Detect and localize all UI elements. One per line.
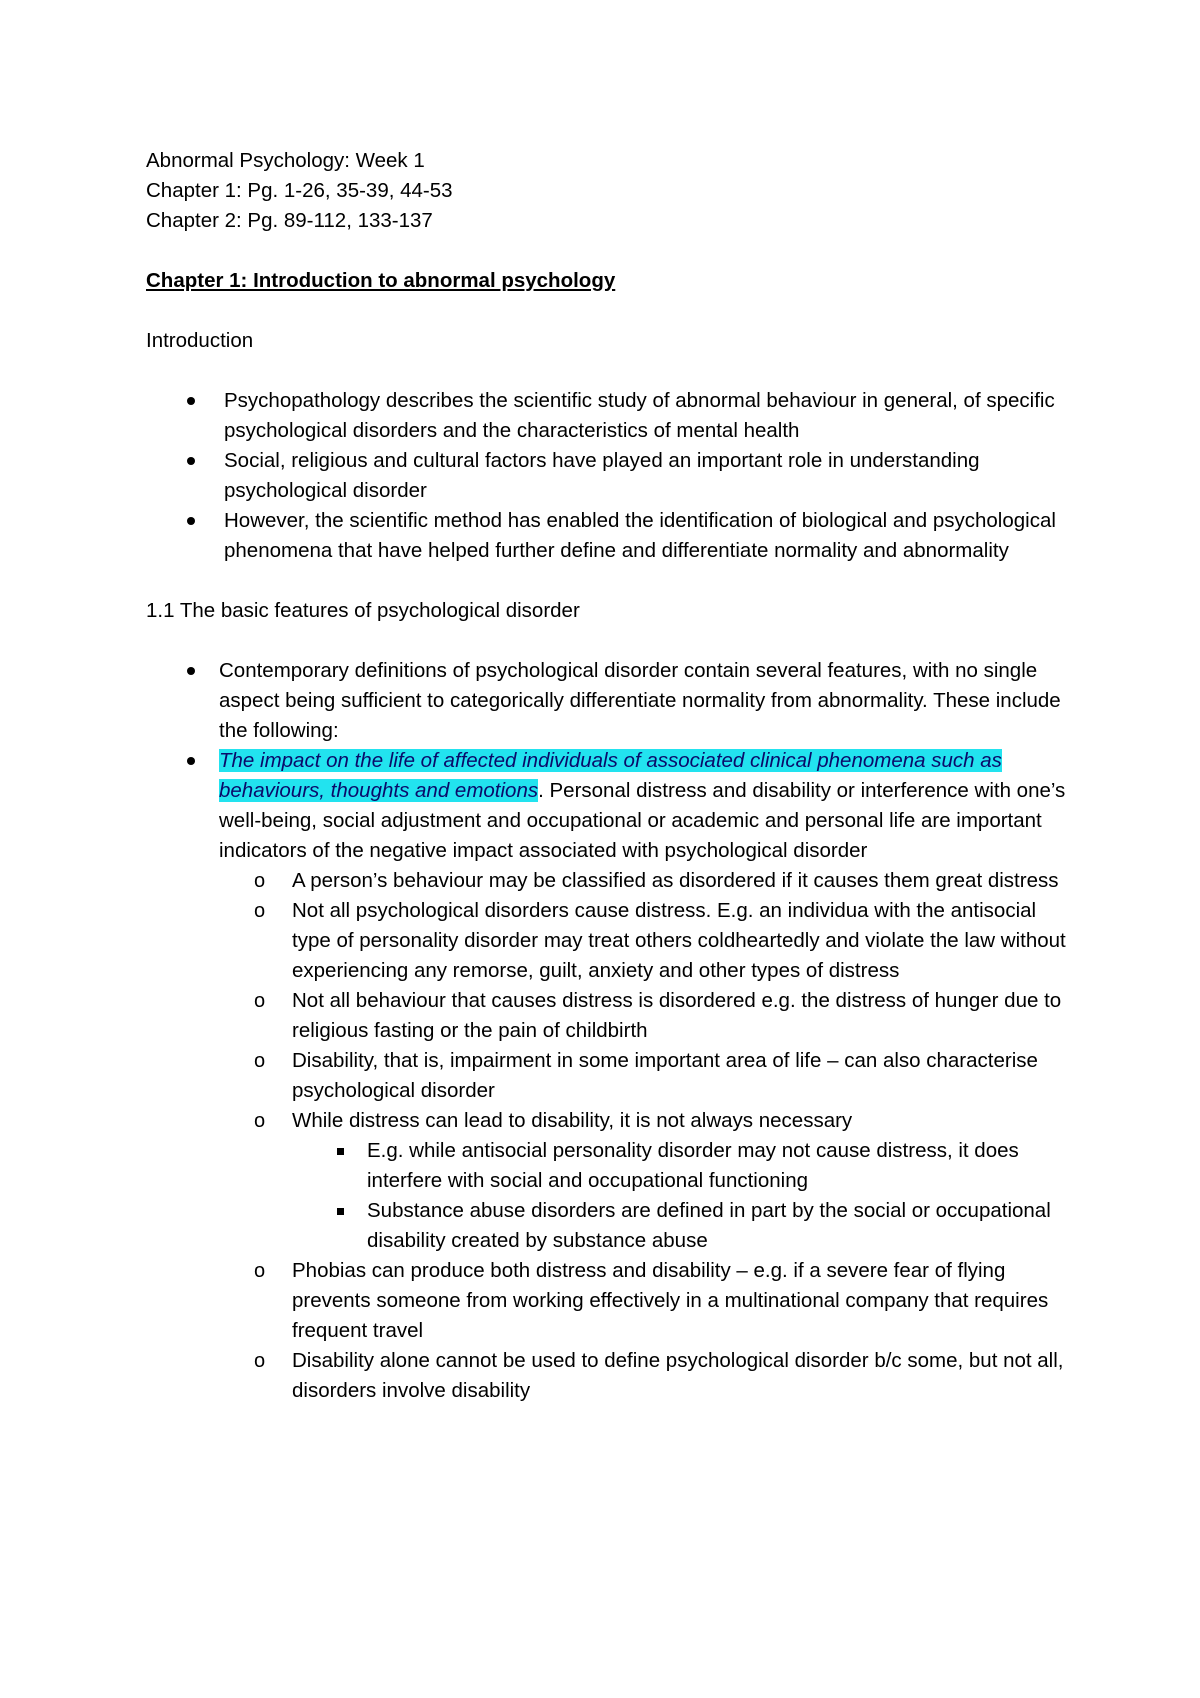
bullet-icon — [187, 397, 195, 405]
section-title: 1.1 The basic features of psychological disorder — [146, 599, 580, 622]
reading-chapter-1: Chapter 1: Pg. 1-26, 35-39, 44-53 — [146, 179, 453, 202]
list-item: The impact on the life of affected individuals of associated clinical phenomena such as behaviours, thoughts and emotions. Personal distress and disability or interference with one’s well-being, social adjustment and occupational or academic and personal life are important indicators of the negative impact associated with psychological disorder — [146, 746, 1076, 866]
list-item: E.g. while antisocial personality disorder may not cause distress, it does interfere with social and occupational functioning — [146, 1136, 1076, 1196]
list-item: Social, religious and cultural factors have played an important role in understanding psychological disorder — [146, 446, 1076, 506]
list-item: o Not all psychological disorders cause distress. E.g. an individua with the antisocial type of personality disorder may treat others coldheartedly and violate the law without experiencing any remorse, guilt, anxiety and other types of distress — [146, 896, 1076, 986]
circle-bullet-icon: o — [254, 870, 266, 892]
square-bullet-icon — [337, 1148, 344, 1155]
section-bullet-list — [146, 656, 1076, 1406]
circle-bullet-icon: o — [254, 900, 266, 922]
list-item: Substance abuse disorders are defined in part by the social or occupational disability created by substance abuse — [146, 1196, 1076, 1256]
list-item: Contemporary definitions of psychological disorder contain several features, with no single aspect being sufficient to categorically differentiate normality from abnormality. These include the following: — [146, 656, 1076, 746]
square-bullet-icon — [337, 1208, 344, 1215]
list-item: o While distress can lead to disability, it is not always necessary — [146, 1106, 1076, 1136]
circle-bullet-icon: o — [254, 1350, 266, 1372]
list-item: o Phobias can produce both distress and disability – e.g. if a severe fear of flying prevents someone from working effectively in a multinational company that requires frequent travel — [146, 1256, 1076, 1346]
bullet-icon — [187, 517, 195, 525]
circle-bullet-icon: o — [254, 1110, 266, 1132]
circle-bullet-icon: o — [254, 990, 266, 1012]
circle-bullet-icon: o — [254, 1050, 266, 1072]
bullet-icon — [187, 667, 195, 675]
bullet-icon — [187, 757, 195, 765]
list-item: o A person’s behaviour may be classified as disordered if it causes them great distress — [146, 866, 1076, 896]
doc-title: Abnormal Psychology: Week 1 — [146, 149, 425, 172]
circle-bullet-icon: o — [254, 1260, 266, 1282]
intro-title: Introduction — [146, 329, 254, 352]
document-page — [146, 146, 1076, 1406]
list-item: o Not all behaviour that causes distress is disordered e.g. the distress of hunger due to religious fasting or the pain of childbirth — [146, 986, 1076, 1046]
list-item: However, the scientific method has enabled the identification of biological and psychological phenomena that have helped further define and differentiate normality and abnormality — [146, 506, 1076, 566]
intro-bullet-list — [146, 386, 1076, 566]
highlighted-text: The impact on the life of affected individuals of associated clinical phenomena such as behaviours, thoughts and emotions — [219, 749, 1002, 802]
reading-chapter-2: Chapter 2: Pg. 89-112, 133-137 — [146, 209, 433, 232]
list-item: o Disability alone cannot be used to define psychological disorder b/c some, but not all, disorders involve disability — [146, 1346, 1076, 1406]
list-item: Psychopathology describes the scientific study of abnormal behaviour in general, of specific psychological disorders and the characteristics of mental health — [146, 386, 1076, 446]
chapter-heading: Chapter 1: Introduction to abnormal psychology — [146, 269, 616, 292]
bullet-icon — [187, 457, 195, 465]
list-item: o Disability, that is, impairment in some important area of life – can also characterise psychological disorder — [146, 1046, 1076, 1106]
